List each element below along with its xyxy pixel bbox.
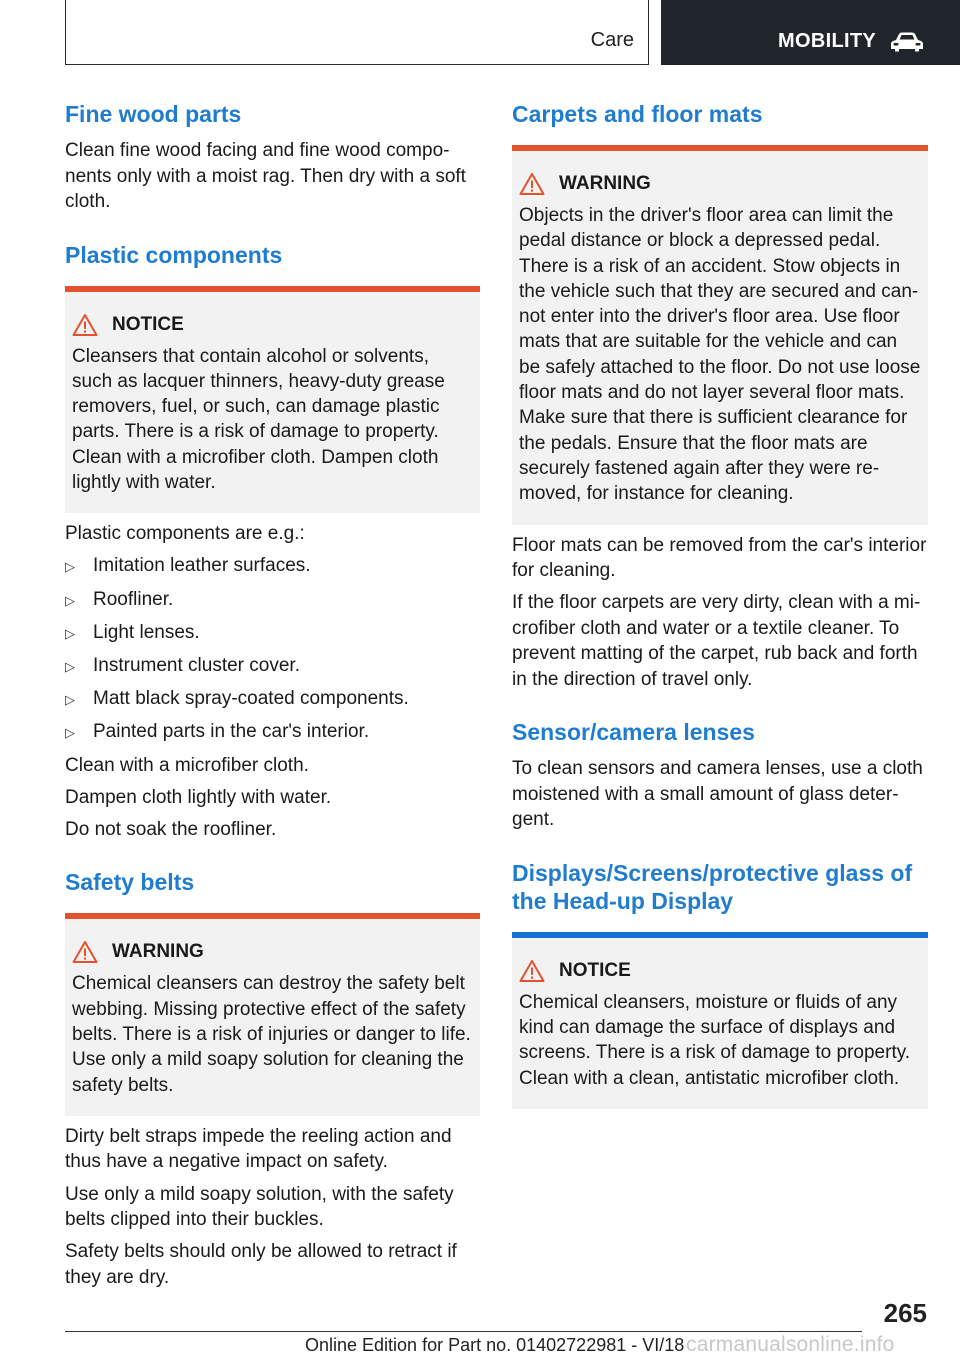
- list-item: ▷ Imitation leather surfaces.: [65, 553, 480, 580]
- notice-label: NOTICE: [112, 313, 184, 335]
- heading-safety-belts: Safety belts: [65, 869, 195, 896]
- footer-divider: [65, 1331, 862, 1332]
- chapter-tab: [661, 0, 960, 65]
- warning-text: Chemical cleansers can destroy the safety belt webbing. Missing protective effect of the safety belts. There is a risk of injuries or danger to life. Use only a mild soapy solution for cleaning the safety belts.: [72, 973, 471, 1096]
- triangle-bullet-icon: ▷: [65, 659, 75, 675]
- triangle-bullet-icon: ▷: [65, 625, 75, 641]
- list-item: ▷ Instrument cluster cover.: [65, 653, 480, 680]
- belts-para-3: Safety belts should only be allowed to retract if they are dry.: [65, 1241, 457, 1288]
- chapter-title: MOBILITY: [778, 30, 876, 52]
- heading-plastic: Plastic components: [65, 241, 283, 268]
- carpets-para-2: If the floor carpets are very dirty, clean with a microfiber cloth and water or a textile cleaner. To prevent matting of the carpet, rub back and forth in the direction of travel only.: [512, 592, 921, 690]
- notice-label: NOTICE: [559, 959, 631, 981]
- plastic-after-2: Dampen cloth lightly with water.: [65, 786, 332, 808]
- notice-text: Cleansers that contain alcohol or solvents, such as lacquer thinners, heavy-duty grease removers, fuel, or such, can damage plastic parts. There is a risk of damage to property. Clean with a microfiber cloth. Dampen cloth lightly with water.: [72, 345, 445, 493]
- carpets-para-1: Floor mats can be removed from the car's interior for cleaning.: [512, 534, 927, 582]
- triangle-bullet-icon: ▷: [65, 725, 75, 741]
- section-title: Care: [590, 29, 634, 51]
- warning-text: Objects in the driver's floor area can limit the pedal distance or block a depressed pedal. There is a risk of an accident. Stow objects in the vehicle such that they are secured and cannot enter into the driver's floor area. Use floor mats that are suitable for the vehicle and can be safely attached to the floor. Do not use loose floor mats and do not layer several floor mats. Make sure that there is sufficient clearance for the pedals. Ensure that the floor mats are securely fastened again after they were removed, for instance for cleaning.: [519, 205, 921, 505]
- plastic-after-1: Clean with a microfiber cloth.: [65, 754, 309, 776]
- list-item: ▷ Roofliner.: [65, 587, 480, 614]
- warning-label: WARNING: [559, 173, 651, 194]
- warning-triangle-icon: [519, 959, 545, 983]
- list-item: ▷ Painted parts in the car's interior.: [65, 719, 480, 746]
- triangle-bullet-icon: ▷: [65, 692, 75, 708]
- notice-box-plastic: [65, 286, 480, 514]
- list-item: ▷ Light lenses.: [65, 620, 480, 647]
- warning-triangle-icon: [72, 313, 98, 337]
- sensor-text: To clean sensors and camera lenses, use a cloth moistened with a small amount of glass detergent.: [512, 758, 923, 831]
- left-column: [65, 100, 480, 1290]
- notice-text: Chemical cleansers, moisture or fluids of any kind can damage the surface of displays and screens. There is a risk of damage to property. Clean with a clean, antistatic microfiber cloth.: [519, 991, 911, 1089]
- triangle-bullet-icon: ▷: [65, 559, 75, 575]
- edition-text: Online Edition for Part no. 01402722981 - VI/18: [305, 1335, 685, 1355]
- list-item: ▷ Matt black spray-coated components.: [65, 686, 480, 713]
- car-icon: [890, 31, 924, 53]
- section-tab: [65, 0, 649, 65]
- warning-box-belts: [65, 913, 480, 1115]
- triangle-bullet-icon: ▷: [65, 592, 75, 608]
- right-column: [512, 100, 928, 1109]
- warning-box-carpets: [512, 145, 928, 525]
- warning-triangle-icon: [72, 940, 98, 964]
- watermark: carmanualsonline.info: [686, 1333, 895, 1356]
- warning-label: WARNING: [112, 941, 204, 963]
- page-number: 265: [883, 1298, 927, 1328]
- heading-displays: Displays/Screens/protective glass of the Head-up Display: [512, 859, 913, 914]
- fine-wood-text: Clean fine wood facing and fine wood components only with a moist rag. Then dry with a soft cloth.: [65, 140, 466, 212]
- belts-para-1: Dirty belt straps impede the reeling action and thus have a negative impact on safety.: [65, 1125, 452, 1173]
- plastic-intro: Plastic components are e.g.:: [65, 523, 305, 545]
- plastic-list: [65, 553, 480, 745]
- heading-sensor: Sensor/camera lenses: [512, 719, 755, 746]
- notice-box-displays: [512, 932, 928, 1109]
- heading-carpets: Carpets and floor mats: [512, 101, 763, 127]
- heading-fine-wood: Fine wood parts: [65, 101, 242, 127]
- belts-para-2: Use only a mild soapy solution, with the safety belts clipped into their buckles.: [65, 1183, 454, 1231]
- plastic-after-3: Do not soak the roofliner.: [65, 818, 277, 840]
- warning-triangle-icon: [519, 172, 545, 196]
